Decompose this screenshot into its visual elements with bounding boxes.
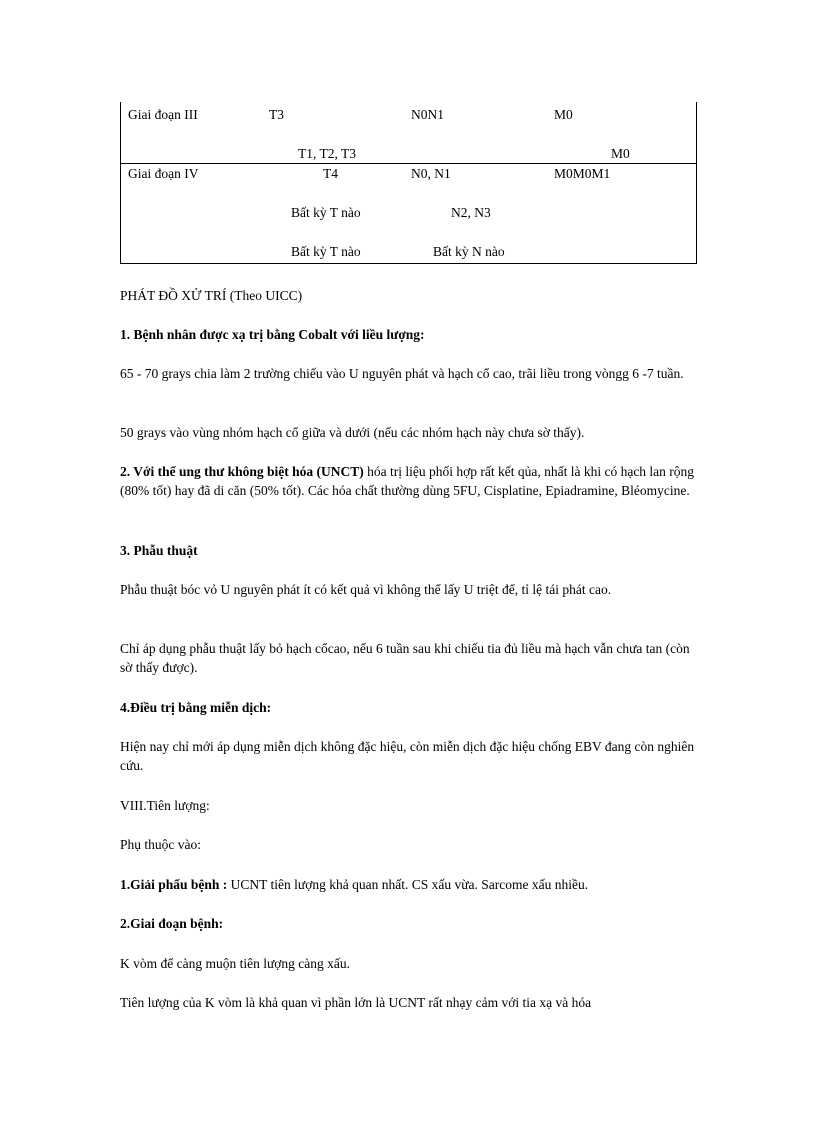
stage4-t: T4 [323, 166, 338, 181]
protocol-title: PHÁT ĐỒ XỬ TRÍ (Theo UICC) [120, 288, 303, 303]
prognosis-depends: Phụ thuộc vào: [120, 837, 201, 852]
sec2-text: hóa trị liệu phối hợp rất kết qủa, nhất là khi có hạch lan rộng (80% tốt) hay đã di căn (50% tốt). Các hóa chất thường dùng 5FU, Cisplatine, Epiadramine, Bléomycine. [120, 464, 695, 498]
item2-para1: K vòm để càng muộn tiên lượng càng xấu. [120, 956, 351, 971]
table-divider [121, 163, 696, 164]
sec4-heading: 4.Điều trị bằng miễn dịch: [120, 700, 272, 715]
sec3-para2: Chỉ áp dụng phẫu thuật lấy bỏ hạch cổcao, nếu 6 tuần sau khi chiếu tia đủ liều mà hạch vẫn chưa tan (còn sờ thấy được). [120, 641, 690, 675]
sec1-para1: 65 - 70 grays chia làm 2 trường chiếu vào U nguyên phát và hạch cổ cao, trãi liều trong vòngg 6 -7 tuần. [120, 366, 684, 381]
sec1-para2: 50 grays vào vùng nhóm hạch cổ giữa và dưới (nếu các nhóm hạch này chưa sờ thấy). [120, 425, 585, 440]
stage3-row2-m: M0 [611, 146, 630, 161]
stage3-t: T3 [269, 107, 284, 122]
stage4-row2-t: Bất kỳ T nào [291, 205, 361, 220]
stage4-n: N0, N1 [411, 166, 451, 181]
item2-para2: Tiên lượng của K vòm là khả quan vì phần lớn là UCNT rất nhạy cảm với tia xạ và hóa [120, 995, 592, 1010]
sec1-heading: 1. Bệnh nhân được xạ trị bằng Cobalt với liều lượng: [120, 327, 425, 342]
stage4-m: M0M0M1 [554, 166, 611, 181]
sec4-para1: Hiện nay chỉ mới áp dụng miễn dịch không đặc hiệu, còn miễn dịch đặc hiệu chống EBV đang còn nghiên cứu. [120, 739, 695, 773]
item1-text: UCNT tiên lượng khả quan nhất. CS xấu vừa. Sarcome xấu nhiều. [227, 877, 589, 892]
stage3-n: N0N1 [411, 107, 444, 122]
sec3-para1: Phẫu thuật bóc vỏ U nguyên phát ít có kết quả vì không thể lấy U triệt để, tỉ lệ tái phát cao. [120, 582, 612, 597]
stage4-row2-n: N2, N3 [451, 205, 491, 220]
prognosis-title: VIII.Tiên lượng: [120, 798, 210, 813]
stage3-m: M0 [554, 107, 573, 122]
stage4-label: Giai đoạn IV [128, 166, 199, 181]
stage4-row3-n: Bất kỳ N nào [433, 244, 505, 259]
sec2-heading: 2. Với thể ung thư không biệt hóa (UNCT) [120, 464, 364, 479]
item2-heading: 2.Giai đoạn bệnh: [120, 916, 224, 931]
sec2-paragraph [120, 462, 695, 500]
stage3-label: Giai đoạn III [128, 107, 198, 122]
stage3-row2-t: T1, T2, T3 [298, 146, 357, 161]
item1-heading: 1.Giải phẩu bệnh : [120, 877, 228, 892]
staging-table [120, 102, 697, 264]
sec3-heading: 3. Phẫu thuật [120, 543, 198, 558]
prognosis-item1 [120, 875, 695, 894]
stage4-row3-t: Bất kỳ T nào [291, 244, 361, 259]
